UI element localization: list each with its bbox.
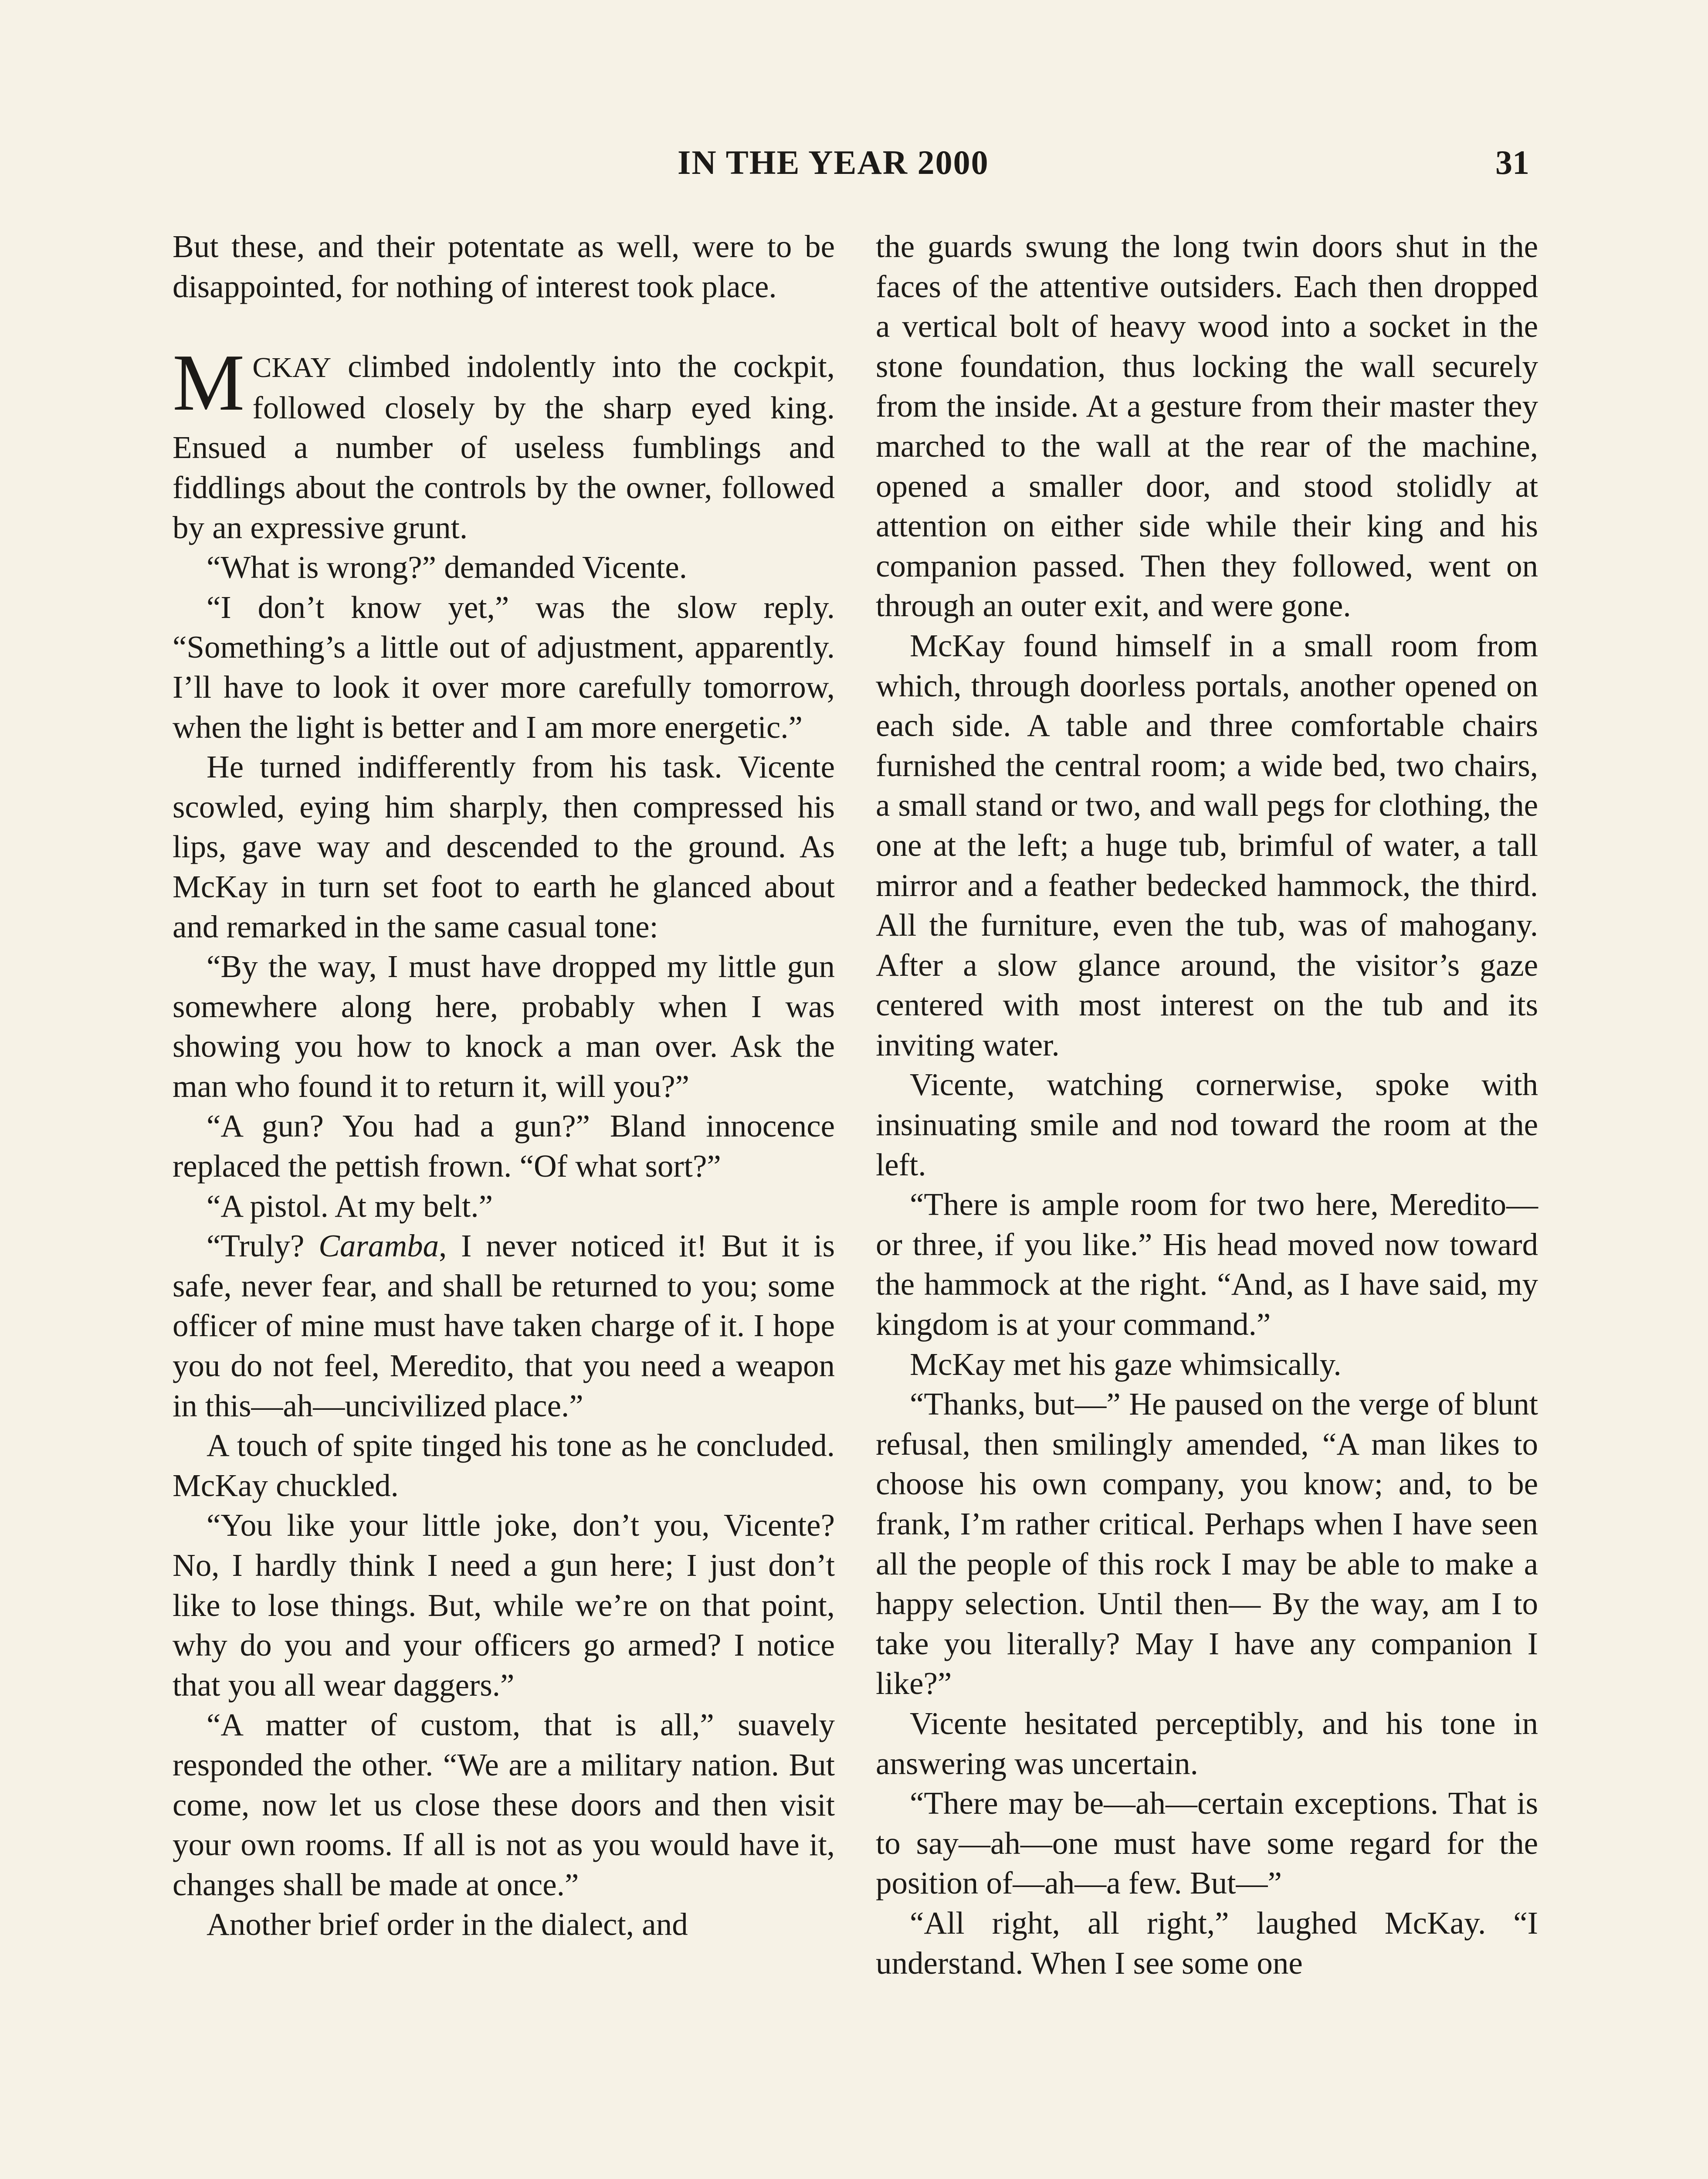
paragraph: “Thanks, but—” He paused on the verge of blunt refusal, then smilingly amended, “A man likes to choose his own company, you know; and, to be frank, I’m rather critical. Perhaps when I have seen all the people of this rock I may be able to make a happy selection. Until then— By the way, am I to take you literally? May I have any companion I like?” (876, 1386, 1538, 1701)
paragraph-text: climbed indolently into the cockpit, followed closely by the sharp eyed king. Ensued a number of useless fumblings and fiddlings about the controls by the owner, followed by an expressive grunt. (173, 349, 835, 545)
page-number: 31 (1495, 143, 1529, 181)
paragraph: Vicente hesitated perceptibly, and his tone in answering was uncertain. (876, 1705, 1538, 1781)
paragraph-text: , I never noticed it! But it is safe, never fear, and shall be returned to you; some officer of mine must have taken charge of it. I hope you do not feel, Meredito, that you need a weapon in this—ah—uncivilized place.” (173, 1228, 835, 1423)
page-title: IN THE YEAR 2000 (678, 143, 989, 181)
paragraph: “There is ample room for two here, Meredito—or three, if you like.” His head moved now toward the hammock at the right. “And, as I have said, my kingdom is at your command.” (876, 1187, 1538, 1342)
paragraph-dropcap (173, 338, 835, 547)
paragraph: “A pistol. At my belt.” (207, 1188, 493, 1224)
paragraph: “A matter of custom, that is all,” suavely responded the other. “We are a military nation. But come, now let us close these doors and then visit your own rooms. If all is not as you would have it, changes shall be made at once.” (173, 1707, 835, 1902)
paragraph: the guards swung the long twin doors shut in the faces of the attentive outsiders. Each then dropped a vertical bolt of heavy wood into a socket in the stone foundation, thus locking the wall securely from the inside. At a gesture from their master they marched to the wall at the rear of the machine, opened a smaller door, and stood stolidly at attention on either side while their king and his companion passed. Then they followed, went on through an outer exit, and were gone. (876, 229, 1538, 624)
paragraph: “You like your little joke, don’t you, Vicente? No, I hardly think I need a gun here; I just don’t like to lose things. But, while we’re on that point, why do you and your officers go armed? I notice that you all wear daggers.” (173, 1507, 835, 1703)
drop-cap: M (173, 338, 245, 428)
paragraph: McKay met his gaze whimsically. (910, 1346, 1342, 1382)
paragraph: But these, and their potentate as well, were to be disappointed, for nothing of interest took place. (173, 229, 835, 304)
lead-word: CKAY (252, 352, 332, 384)
paragraph-text: “Truly? (207, 1228, 319, 1264)
italic-word: Caramba (319, 1228, 439, 1264)
paragraph: “What is wrong?” demanded Vicente. (207, 550, 688, 585)
paragraph: McKay found himself in a small room from which, through doorless portals, another opened on each side. A table and three comfortable chairs furnished the central room; a wide bed, two chairs, a small stand or two, and wall pegs for clothing, the one at the left; a huge tub, brimful of water, a tall mirror and a feather bedecked hammock, the third. All the furniture, even the tub, was of mahogany. After a slow glance around, the visitor’s gaze centered with most interest on the tub and its inviting water. (876, 628, 1538, 1062)
paragraph: “I don’t know yet,” was the slow reply. “Something’s a little out of adjustment, apparently. I’ll have to look it over more carefully tomorrow, when the light is better and I am more energetic.” (173, 589, 835, 745)
paragraph: “All right, all right,” laughed McKay. “I understand. When I see some one (876, 1905, 1538, 1981)
left-column (173, 227, 835, 1945)
paragraph: He turned indifferently from his task. Vicente scowled, eying him sharply, then compressed his lips, gave way and descended to the ground. As McKay in turn set foot to earth he glanced about and remarked in the same casual tone: (173, 749, 835, 944)
paragraph: “There may be—ah—certain exceptions. That is to say—ah—one must have some regard for the position of—ah—a few. But—” (876, 1785, 1538, 1901)
paragraph (173, 1226, 835, 1426)
right-column (876, 227, 1538, 1983)
paragraph: “A gun? You had a gun?” Bland innocence replaced the pettish frown. “Of what sort?” (173, 1108, 835, 1184)
paragraph: Another brief order in the dialect, and (207, 1907, 688, 1942)
paragraph: “By the way, I must have dropped my little gun somewhere along here, probably when I was showing you how to knock a man over. Ask the man who found it to return it, will you?” (173, 949, 835, 1104)
paragraph: Vicente, watching cornerwise, spoke with insinuating smile and nod toward the room at the left. (876, 1067, 1538, 1182)
paragraph: A touch of spite tinged his tone as he concluded. McKay chuckled. (173, 1428, 835, 1503)
running-head (0, 143, 1708, 191)
